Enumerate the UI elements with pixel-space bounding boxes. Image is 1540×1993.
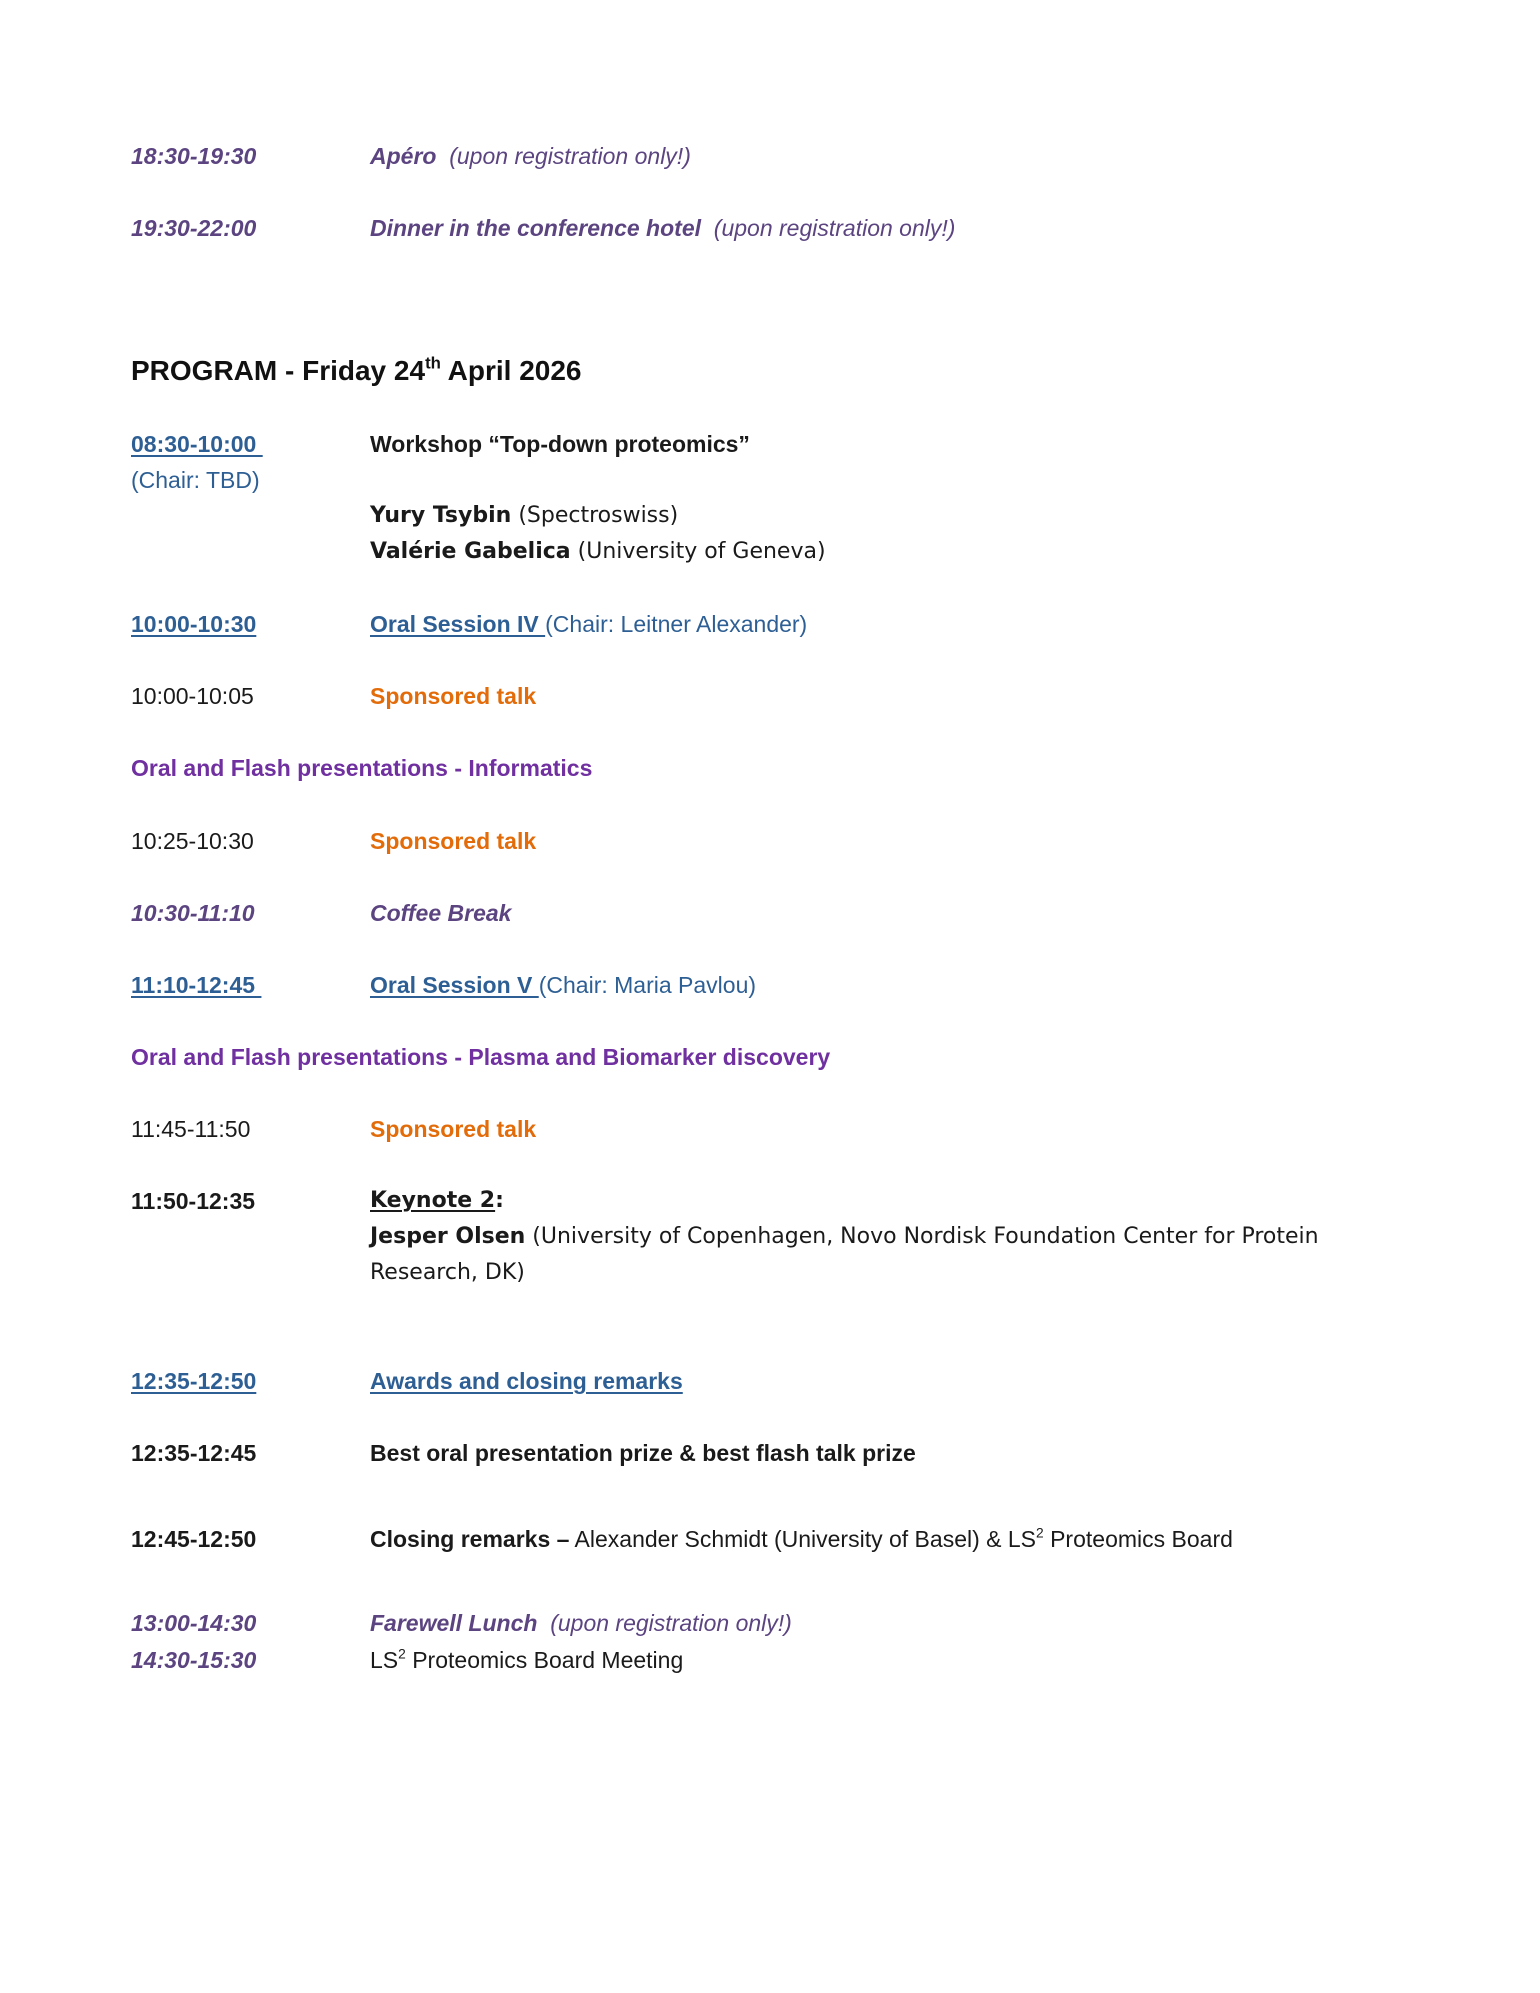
event-note: (upon registration only!) (550, 1610, 792, 1636)
time-label: 10:30-11:10 (131, 900, 255, 926)
speaker-name: Jesper Olsen (370, 1224, 526, 1249)
event-title: Apéro (370, 143, 437, 169)
speaker-name: Yury Tsybin (370, 503, 512, 528)
chair-label: (Chair: TBD) (131, 467, 260, 493)
time-label: 18:30-19:30 (131, 143, 257, 169)
event-note: (upon registration only!) (713, 215, 956, 241)
time-label: 13:00-14:30 (131, 1610, 257, 1636)
event-title: Farewell Lunch (370, 1610, 538, 1636)
event-description (370, 138, 1410, 174)
event-note: (upon registration only!) (449, 143, 691, 169)
time-label[interactable]: 10:00-10:30 (131, 611, 257, 637)
session-title-link[interactable]: Oral Session IV (370, 611, 546, 637)
agenda-row-keynote (131, 1183, 1411, 1293)
speaker-affiliation: (University of Copenhagen, Novo Nordisk Foundation Center for Protein Research, DK) (370, 1224, 1319, 1285)
sponsored-talk-label: Sponsored talk (370, 1116, 537, 1142)
agenda-row-workshop (131, 426, 1411, 576)
closing-text: Alexander Schmidt (University of Basel) & LS (569, 1526, 1037, 1552)
time-label[interactable]: 11:10-12:45 (131, 972, 262, 998)
event-title: Coffee Break (370, 900, 512, 926)
closing-title: Closing remarks – (370, 1526, 570, 1552)
time-label[interactable]: 12:35-12:50 (131, 1368, 257, 1394)
keynote-label: Keynote 2 (370, 1188, 496, 1213)
page-title: PROGRAM - Friday 24th April 2026 (131, 353, 582, 386)
speaker-name: Valérie Gabelica (370, 539, 571, 564)
section-title: Oral and Flash presentations - Plasma and Biomarker discovery (131, 1044, 831, 1070)
event-description (370, 1605, 1410, 1641)
time-label: 14:30-15:30 (131, 1647, 257, 1673)
speaker-affiliation: (Spectroswiss) (511, 503, 679, 528)
speaker-affiliation: (University of Geneva) (570, 539, 826, 564)
prize-title: Best oral presentation prize & best flash talk prize (370, 1440, 916, 1466)
event-title: Dinner in the conference hotel (370, 215, 701, 241)
time-label: 12:35-12:45 (131, 1440, 257, 1466)
section-plasma (131, 1039, 1411, 1075)
awards-title-link[interactable]: Awards and closing remarks (370, 1368, 683, 1394)
speaker-line (370, 498, 1410, 534)
speaker-line (370, 534, 1410, 570)
time-label: 11:45-11:50 (131, 1116, 251, 1142)
time-label: 12:45-12:50 (131, 1526, 257, 1552)
session-chair: (Chair: Maria Pavlou) (538, 972, 757, 998)
session-description (370, 967, 1410, 1003)
board-description: $LS^2$ Proteomics Board Meeting (370, 1646, 684, 1673)
keynote-colon: : (495, 1188, 504, 1213)
time-label: 11:50-12:35 (131, 1188, 256, 1214)
closing-description: Closing remarks – Alexander Schmidt (University of Basel) & $LS^2$ Proteomics Board (370, 1525, 1233, 1552)
keynote-description (370, 1183, 1350, 1291)
time-label: 19:30-22:00 (131, 215, 257, 241)
sponsored-talk-label: Sponsored talk (370, 683, 537, 709)
event-description (370, 210, 1410, 246)
time-label: 10:25-10:30 (131, 828, 254, 854)
time-label[interactable]: 08:30-10:00 (131, 431, 263, 457)
section-informatics (131, 750, 1411, 786)
section-title: Oral and Flash presentations - Informatics (131, 755, 593, 781)
awards-description (370, 1363, 1410, 1399)
workshop-title: Workshop “Top-down proteomics” (370, 431, 750, 457)
sponsored-talk-label: Sponsored talk (370, 828, 537, 854)
session-description (370, 606, 1410, 642)
session-chair: (Chair: Leitner Alexander) (545, 611, 808, 637)
time-label: 10:00-10:05 (131, 683, 254, 709)
session-title-link[interactable]: Oral Session V (370, 972, 539, 998)
